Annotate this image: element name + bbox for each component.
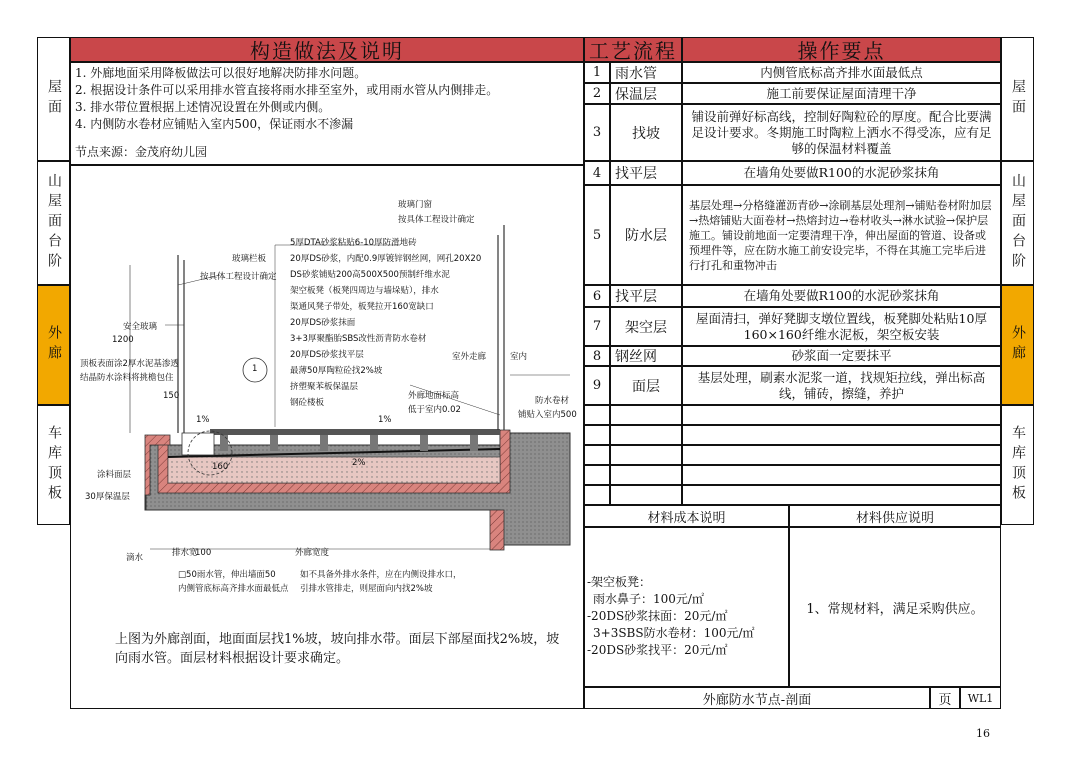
left-side-corridor: 外廊 — [37, 285, 70, 405]
supply-text: 1、常规材料，满足采购供应。 — [789, 527, 1001, 687]
footer-page-label: 页 — [930, 687, 960, 709]
empty-row-no — [584, 445, 610, 465]
row-7-req: 屋面清扫，弹好凳脚支墩位置线，板凳脚处粘贴10厚160×160纤维水泥板，架空板安装 — [682, 307, 1001, 346]
label-glass-rail-note: 按具体工程设计确定 — [200, 272, 277, 282]
detail-number: 1 — [252, 364, 258, 374]
empty-row-req — [682, 445, 1001, 465]
slope-1pct-a: 1% — [196, 415, 210, 425]
note-4: 4. 内侧防水卷材应铺贴入室内500，保证雨水不渗漏 — [75, 117, 354, 131]
row-9-req: 基层处理，刷素水泥浆一道，找规矩拉线，弹出标高线，铺砖，擦缝，养护 — [682, 366, 1001, 405]
ops-header: 操作要点 — [682, 37, 1001, 62]
label-left-note-2: 结晶防水涂料将挑檐包住 — [80, 373, 174, 383]
row-6-name: 找平层 — [610, 285, 682, 307]
label-corridor-width: 外廊宽度 — [295, 548, 330, 558]
dim-160: 160 — [212, 462, 229, 472]
cost-item-4: 3+3SBS防水卷材：100元/㎡ — [593, 626, 755, 640]
cost-item-1: -架空板凳： — [587, 575, 652, 589]
row-9-name: 面层 — [610, 366, 682, 405]
footer-page-code: WL1 — [960, 687, 1001, 709]
label-glass-door-note: 按具体工程设计确定 — [398, 215, 475, 225]
cost-item-2: 雨水鼻子：100元/㎡ — [593, 592, 704, 606]
row-2-req: 施工前要保证屋面清理干净 — [682, 83, 1001, 104]
right-side-roof: 屋面 — [1001, 37, 1034, 161]
footer-title: 外廊防水节点-剖面 — [584, 687, 930, 709]
left-side-garage: 车库顶板 — [37, 405, 70, 525]
layer-label-2: 20厚DS砂浆，内配0.9厚镀锌钢丝网，网孔20X20 — [290, 254, 482, 264]
row-2-no: 2 — [584, 83, 610, 104]
label-floor-elev-1: 外廊地面标高 — [408, 391, 460, 401]
label-floor-elev-2: 低于室内0.02 — [408, 405, 461, 415]
label-membrane-2: 铺贴入室内500 — [518, 410, 577, 420]
label-left-note-1: 顶板表面涂2厚水泥基渗透 — [80, 359, 179, 369]
empty-row-req — [682, 485, 1001, 505]
layer-label-4: 架空板凳（板凳四周边与墙垛贴），排水 — [290, 286, 439, 296]
row-1-req: 内侧管底标高齐排水面最低点 — [682, 62, 1001, 83]
supply-header: 材料供应说明 — [789, 505, 1001, 527]
row-8-req: 砂浆面一定要抹平 — [682, 346, 1001, 366]
cost-item-3: -20DS砂浆抹面：20元/㎡ — [587, 609, 728, 623]
row-4-no: 4 — [584, 161, 610, 185]
empty-row-req — [682, 465, 1001, 485]
layer-label-5: 渠通风凳子带处，板凳拉开160宽缺口 — [290, 302, 434, 312]
empty-row-name — [610, 465, 682, 485]
row-8-no: 8 — [584, 346, 610, 366]
layer-label-10: 挤塑聚苯板保温层 — [290, 382, 359, 392]
label-alt-2: 引排水管排走，则屋面向内找2%坡 — [300, 584, 433, 594]
row-7-name: 架空层 — [610, 307, 682, 346]
empty-row-req — [682, 405, 1001, 425]
dim-100: 100 — [195, 548, 212, 558]
empty-row-no — [584, 425, 610, 445]
left-side-steps: 山屋面台阶 — [37, 161, 70, 285]
raised-floor-slab — [210, 429, 500, 435]
process-header: 工艺流程 — [584, 37, 682, 62]
empty-row-req — [682, 425, 1001, 445]
right-side-garage: 车库顶板 — [1001, 405, 1034, 525]
drain-channel — [182, 433, 214, 455]
slope-2pct: 2% — [352, 458, 366, 468]
construction-header: 构造做法及说明 — [70, 37, 584, 62]
label-membrane-1: 防水卷材 — [535, 396, 570, 406]
note-2: 2. 根据设计条件可以采用排水管直接将雨水排至室外，或用雨水管从内侧排走。 — [75, 83, 499, 97]
row-5-name: 防水层 — [610, 185, 682, 285]
construction-notes — [70, 62, 584, 165]
label-pipe-2: 内侧管底标高齐排水面最低点 — [178, 584, 289, 594]
row-3-req: 铺设前弹好标高线，控制好陶粒砼的厚度。配合比要满足设计要求。冬期施工时陶粒上洒水不得受冻，应有足够的保温材料覆盖 — [682, 104, 1001, 161]
drawing-caption: 上图为外廊剖面，地面面层找1%坡，坡向排水带。面层下部屋面找2%坡，坡向雨水管。面层材料根据设计要求确定。 — [115, 632, 560, 666]
row-1-no: 1 — [584, 62, 610, 83]
layer-label-6: 20厚DS砂浆抹面 — [290, 318, 356, 328]
node-source: 节点来源：金茂府幼儿园 — [75, 145, 208, 159]
label-glass-door: 玻璃门窗 — [398, 200, 433, 210]
row-3-name: 找坡 — [610, 104, 682, 161]
layer-label-9: 最薄50厚陶粒砼找2%坡 — [290, 366, 383, 376]
row-6-no: 6 — [584, 285, 610, 307]
lower-wall — [490, 510, 504, 550]
cost-header: 材料成本说明 — [584, 505, 789, 527]
row-1-name: 雨水管 — [610, 62, 682, 83]
label-indoor: 室内 — [510, 352, 528, 362]
empty-row-name — [610, 405, 682, 425]
row-7-no: 7 — [584, 307, 610, 346]
row-8-name: 钢丝网 — [610, 346, 682, 366]
label-safety-glass: 安全玻璃 — [123, 322, 158, 332]
empty-row-no — [584, 405, 610, 425]
note-3: 3. 排水带位置根据上述情况设置在外侧或内侧。 — [75, 100, 331, 114]
row-3-no: 3 — [584, 104, 610, 161]
label-outer-corridor: 室外走廊 — [452, 352, 487, 362]
dim-150: 150 — [163, 391, 180, 401]
label-alt-1: 如不具备外排水条件，应在内侧设排水口， — [300, 570, 462, 580]
layer-label-7: 3+3厚聚酯胎SBS改性沥青防水卷材 — [290, 334, 427, 344]
dim-1200: 1200 — [112, 335, 134, 345]
empty-row-no — [584, 485, 610, 505]
layer-label-3: DS砂浆铺贴200高500X500预制纤维水泥 — [290, 270, 450, 280]
label-drain-width: 排水宽 — [172, 548, 198, 558]
empty-row-no — [584, 465, 610, 485]
right-side-steps: 山屋面台阶 — [1001, 161, 1034, 285]
left-side-roof: 屋面 — [37, 37, 70, 161]
row-6-req: 在墙角处要做R100的水泥砂浆抹角 — [682, 285, 1001, 307]
empty-row-name — [610, 445, 682, 465]
row-5-req: 基层处理→分格缝灌沥青砂→涂刷基层处理剂→铺贴卷材附加层→热熔铺贴大面卷材→热熔封边→卷材收头→淋水试验→保护层施工。铺设前地面一定要清理干净，伸出屋面的管道、设备或预埋件等，应在防水施工前安设完毕，不得在其施工完毕后进行打孔和重物冲击 — [682, 185, 1001, 285]
row-2-name: 保温层 — [610, 83, 682, 104]
note-1: 1. 外廊地面采用降板做法可以很好地解决防排水问题。 — [75, 66, 367, 80]
row-4-name: 找平层 — [610, 161, 682, 185]
layer-label-8: 20厚DS砂浆找平层 — [290, 350, 364, 360]
layer-label-1: 5厚DTA砂浆粘贴6-10厚防滑地砖 — [290, 238, 417, 248]
cost-items — [584, 527, 789, 687]
page-number: 16 — [976, 727, 990, 740]
label-drip: 滴水 — [126, 553, 144, 563]
label-insulation: 30厚保温层 — [85, 492, 130, 502]
slope-1pct-b: 1% — [378, 415, 392, 425]
label-pipe-1: □50雨水管，伸出墙面50 — [178, 570, 276, 580]
row-4-req: 在墙角处要做R100的水泥砂浆抹角 — [682, 161, 1001, 185]
right-side-corridor: 外廊 — [1001, 285, 1034, 405]
row-5-no: 5 — [584, 185, 610, 285]
layer-label-11: 钢砼楼板 — [290, 398, 325, 408]
label-glass-rail: 玻璃栏板 — [232, 254, 267, 264]
cost-item-5: -20DS砂浆找平：20元/㎡ — [587, 643, 728, 657]
label-coating: 涂料面层 — [97, 470, 132, 480]
empty-row-name — [610, 425, 682, 445]
empty-row-name — [610, 485, 682, 505]
row-9-no: 9 — [584, 366, 610, 405]
